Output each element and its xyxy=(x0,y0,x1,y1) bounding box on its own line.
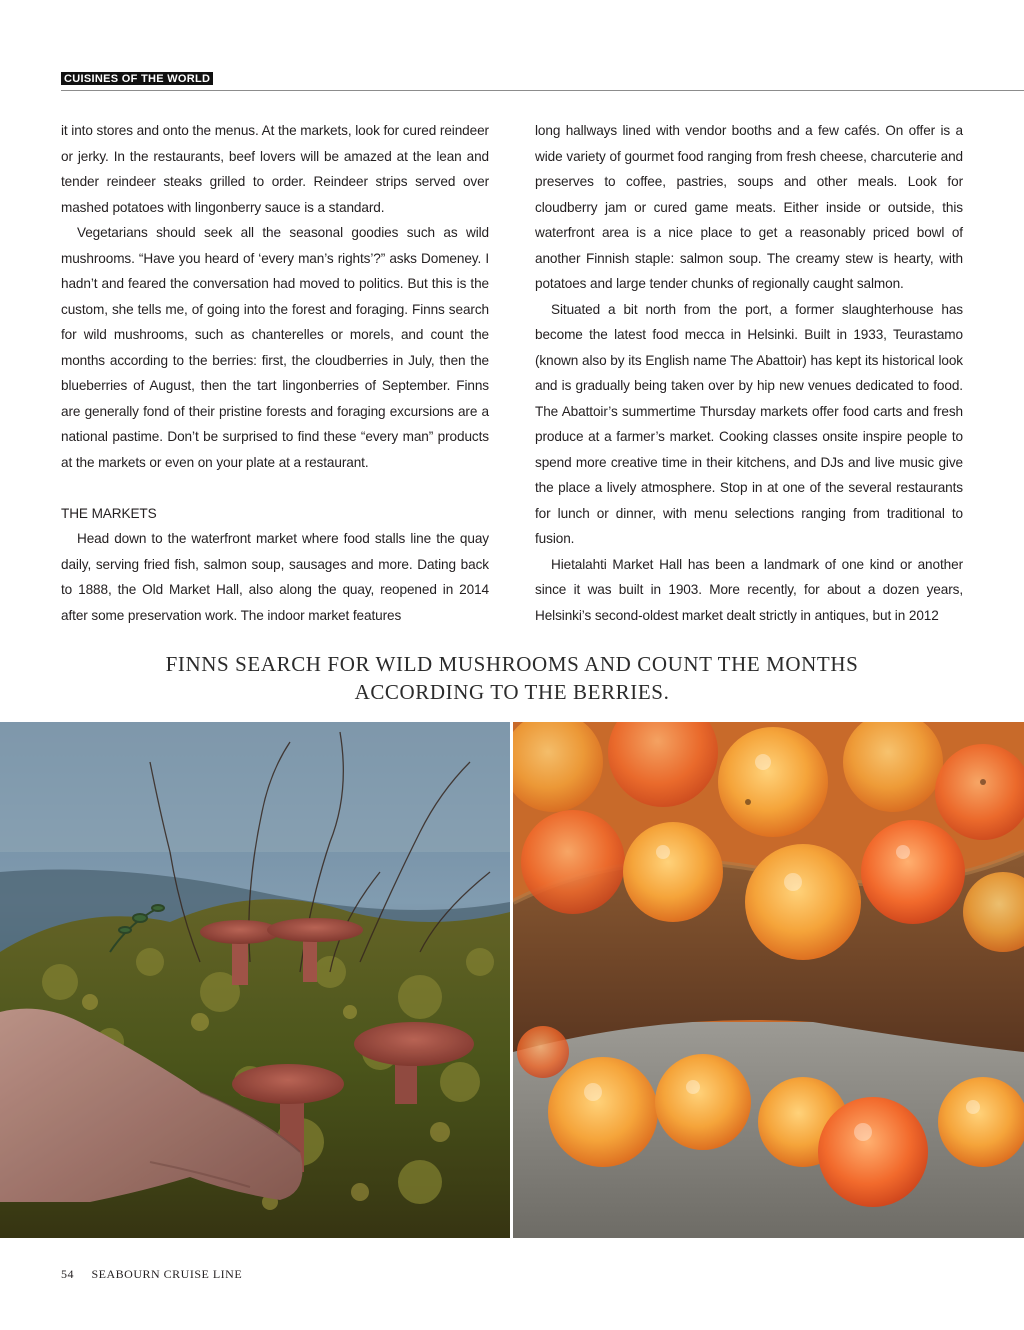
cloudberries-photo xyxy=(513,722,1024,1238)
paragraph: long hallways lined with vendor booths and a few cafés. On offer is a wide variety of gourmet food ranging from fresh cheese, charcuterie and preserves to coffee, pastries, soups and other meals. Look for cloudberry jam or cured game meats. Either inside or outside, this waterfront area is a nice place to get a reasonably priced bowl of another Finnish staple: salmon soup. The creamy stew is hearty, with potatoes and large tender chunks of regionally caught salmon. xyxy=(535,123,963,291)
page-footer xyxy=(61,1267,242,1282)
article-column-left xyxy=(61,118,489,628)
paragraph: it into stores and onto the menus. At the markets, look for cured reindeer or jerky. In the restaurants, beef lovers will be amazed at the lean and tender reindeer steaks grilled to order. Reindeer strips served over mashed potatoes with lingonberry sauce is a standard. xyxy=(61,123,489,215)
pull-quote: FINNS SEARCH FOR WILD MUSHROOMS AND COUNT THE MONTHS ACCORDING TO THE BERRIES. xyxy=(165,652,859,704)
header-rule xyxy=(61,90,1024,91)
paragraph: Vegetarians should seek all the seasonal goodies such as wild mushrooms. “Have you heard of ‘every man’s rights’?” asks Domeney. I hadn’t and feared the conversation had moved to politics. But this is the custom, she tells me, of going into the forest and foraging. Finns search for wild mushrooms, such as chanterelles or morels, and count the months according to the berries: first, the cloudberries in July, then the blueberries of August, then the tart lingonberries of September. Finns are generally fond of their pristine forests and foraging excursions are a national pastime. Don’t be surprised to find these “every man” products at the markets or even on your plate at a restaurant. xyxy=(61,225,489,470)
section-subhead: THE MARKETS xyxy=(61,505,157,521)
publication-name: SEABOURN CRUISE LINE xyxy=(91,1267,243,1281)
article-column-right xyxy=(535,118,963,628)
paragraph: Hietalahti Market Hall has been a landmark of one kind or another since it was built in 1903. More recently, for about a dozen years, Helsinki’s second-oldest market dealt strictly in antiques, but in 2012 xyxy=(535,556,963,623)
page-number: 54 xyxy=(61,1267,74,1281)
section-tag: CUISINES OF THE WORLD xyxy=(61,72,213,85)
paragraph: Situated a bit north from the port, a former slaughterhouse has become the latest food mecca in Helsinki. Built in 1933, Teurastamo (known also by its English name The Abattoir) has kept its historical look and is gradually being taken over by hip new venues dedicated to food. The Abattoir’s summertime Thursday markets offer food carts and fresh produce at a farmer’s market. Cooking classes onsite inspire people to spend more creative time in their kitchens, and DJs and live music give the place a lively atmosphere. Stop in at one of the several restaurants for lunch or dinner, with menu selections ranging from traditional to fusion. xyxy=(535,301,963,546)
paragraph: Head down to the waterfront market where food stalls line the quay daily, serving fried fish, salmon soup, sausages and more. Dating back to 1888, the Old Market Hall, also along the quay, reopened in 2014 after some preservation work. The indoor market features xyxy=(61,531,489,623)
mushrooms-photo xyxy=(0,722,510,1238)
